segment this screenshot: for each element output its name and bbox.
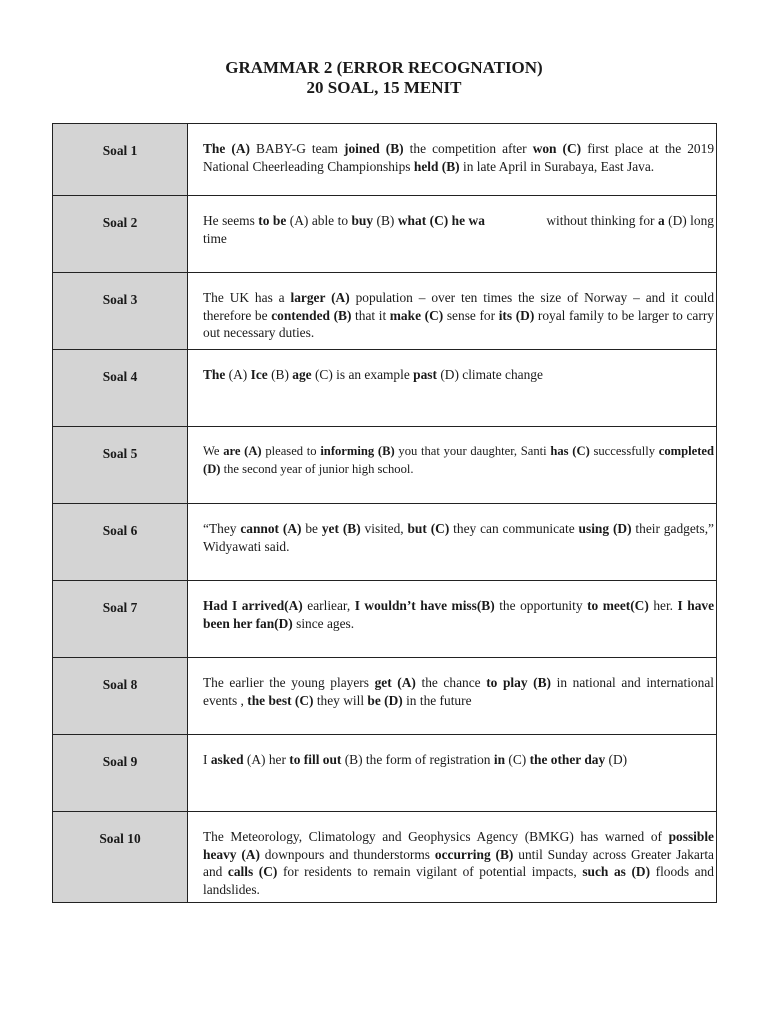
sentence-fragment: without thinking for bbox=[542, 213, 658, 228]
underlined-option: the best (C) bbox=[247, 692, 314, 708]
sentence-fragment: (A) her bbox=[243, 752, 290, 767]
sentence-fragment: (D) long time bbox=[203, 213, 714, 246]
question-text bbox=[188, 196, 717, 273]
underlined-option: (D) bbox=[612, 521, 632, 536]
sentence-fragment: (A) bbox=[225, 367, 251, 382]
sentence-fragment: (A) able to bbox=[286, 213, 352, 228]
question-number: Soal 4 bbox=[53, 350, 188, 427]
underlined-option: I have been her fan(D) bbox=[203, 598, 715, 631]
sentence-fragment: for residents to remain vigilant of potential impacts, bbox=[277, 864, 583, 879]
underlined-option: get (A) bbox=[374, 675, 416, 690]
question-text bbox=[188, 812, 717, 903]
sentence-fragment: their gadgets,” Widyawati said. bbox=[203, 521, 714, 554]
sentence-fragment: (C) is an example bbox=[311, 367, 414, 382]
sentence-fragment: (B) bbox=[267, 367, 293, 382]
sentence-fragment: sense for bbox=[443, 307, 499, 323]
sentence-fragment: We bbox=[203, 444, 224, 458]
underlined-option: possible heavy (A) bbox=[203, 829, 714, 862]
sentence-fragment: (D) bbox=[605, 752, 628, 767]
underlined-option: larger (A) bbox=[290, 290, 350, 305]
sentence-fragment: (C) bbox=[505, 752, 530, 767]
underlined-option: Ice bbox=[250, 367, 268, 382]
question-text bbox=[188, 427, 717, 504]
sentence-fragment: first place at the 2019 National Cheerleading Championships bbox=[203, 141, 715, 174]
sentence-fragment: royal family to be larger to carry out necessary duties. bbox=[203, 307, 714, 340]
title-line-1: GRAMMAR 2 (ERROR RECOGNATION) bbox=[225, 58, 543, 77]
underlined-option: to be bbox=[258, 213, 287, 228]
sentence-fragment: (D) climate change bbox=[436, 367, 543, 382]
sentence-fragment: the opportunity bbox=[494, 598, 588, 613]
sentence-fragment: The earlier the young players bbox=[203, 675, 375, 690]
underlined-option: asked bbox=[210, 752, 244, 767]
question-text bbox=[188, 124, 717, 196]
sentence-fragment: since ages. bbox=[292, 615, 355, 631]
underlined-option: calls (C) bbox=[227, 864, 278, 879]
underlined-option: contended (B) bbox=[271, 307, 352, 323]
question-text bbox=[188, 273, 717, 350]
sentence-fragment: (B) the form of registration bbox=[341, 752, 494, 767]
sentence-fragment: “They bbox=[203, 521, 241, 536]
title-line-2: 20 SOAL, 15 MENIT bbox=[306, 78, 462, 97]
underlined-option: the other day bbox=[529, 752, 606, 767]
questions-table-body bbox=[53, 124, 717, 903]
question-text bbox=[188, 350, 717, 427]
underlined-option: joined (B) bbox=[344, 141, 404, 156]
underlined-option: I wouldn’t have miss(B) bbox=[354, 598, 495, 613]
underlined-option: informing (B) bbox=[320, 444, 395, 458]
sentence-fragment: they can communicate bbox=[449, 521, 579, 536]
question-text bbox=[188, 581, 717, 658]
question-number: Soal 9 bbox=[53, 735, 188, 812]
sentence-fragment: The UK has a bbox=[203, 290, 291, 305]
sentence-fragment: the competition after bbox=[403, 141, 533, 156]
question-row bbox=[53, 350, 717, 427]
underlined-option: buy bbox=[351, 213, 374, 228]
underlined-option: held (B) bbox=[413, 158, 460, 174]
sentence-fragment: (B) bbox=[373, 213, 398, 228]
underlined-option: using bbox=[578, 521, 610, 536]
sentence-fragment: successfully bbox=[589, 444, 659, 458]
question-number: Soal 1 bbox=[53, 124, 188, 196]
underlined-option: but (C) bbox=[407, 521, 450, 536]
underlined-option: has (C) bbox=[550, 444, 590, 458]
underlined-option: yet (B) bbox=[321, 521, 361, 536]
underlined-option: age bbox=[292, 367, 312, 382]
question-row bbox=[53, 735, 717, 812]
underlined-option: The (A) bbox=[203, 141, 250, 156]
sentence-fragment: until Sunday across Greater Jakarta and bbox=[203, 846, 714, 879]
sentence-fragment: that it bbox=[351, 307, 390, 323]
underlined-option: are (A) bbox=[223, 444, 262, 458]
question-number: Soal 10 bbox=[53, 812, 188, 903]
sentence-fragment: earliear, bbox=[302, 598, 355, 613]
sentence-fragment: in national and international events , bbox=[203, 675, 714, 708]
sentence-fragment: downpours and thunderstorms bbox=[259, 846, 435, 862]
sentence-fragment: the second year of junior high school. bbox=[220, 461, 414, 476]
question-text bbox=[188, 504, 717, 581]
question-number: Soal 8 bbox=[53, 658, 188, 735]
sentence-fragment: you that your daughter, Santi bbox=[394, 444, 551, 458]
question-row bbox=[53, 658, 717, 735]
question-row bbox=[53, 196, 717, 273]
question-row bbox=[53, 273, 717, 350]
question-row bbox=[53, 581, 717, 658]
underlined-option: be (D) bbox=[367, 692, 403, 708]
question-row bbox=[53, 812, 717, 903]
page-title bbox=[0, 58, 768, 98]
underlined-option: cannot (A) bbox=[240, 521, 302, 536]
underlined-option: completed (D) bbox=[203, 444, 714, 476]
sentence-fragment: The Meteorology, Climatology and Geophysics Agency (BMKG) has warned of bbox=[203, 829, 669, 844]
question-text bbox=[188, 658, 717, 735]
question-number: Soal 3 bbox=[53, 273, 188, 350]
underlined-option: to meet(C) bbox=[587, 598, 649, 613]
question-row bbox=[53, 124, 717, 196]
underlined-option: a bbox=[657, 213, 665, 228]
sentence-fragment: I bbox=[203, 752, 211, 767]
question-number: Soal 7 bbox=[53, 581, 188, 658]
question-row bbox=[53, 504, 717, 581]
questions-table bbox=[52, 123, 717, 903]
sentence-fragment: in the future bbox=[402, 692, 472, 708]
underlined-option: occurring (B) bbox=[434, 846, 514, 862]
sentence-fragment: her. bbox=[648, 598, 678, 613]
underlined-option: past bbox=[413, 367, 437, 382]
question-number: Soal 5 bbox=[53, 427, 188, 504]
underlined-option: make (C) bbox=[389, 307, 444, 323]
sentence-fragment: they will bbox=[313, 692, 368, 708]
sentence-fragment: the chance bbox=[415, 675, 487, 690]
sentence-fragment: population – over ten times the size of Norway – and it could therefore be bbox=[203, 290, 715, 323]
underlined-option: Had I arrived(A) bbox=[203, 598, 303, 613]
sentence-fragment: visited, bbox=[360, 521, 408, 536]
underlined-option: The bbox=[203, 367, 226, 382]
question-text bbox=[188, 735, 717, 812]
underlined-option: its (D) bbox=[498, 307, 535, 323]
question-number: Soal 2 bbox=[53, 196, 188, 273]
underlined-option: to fill out bbox=[289, 752, 342, 767]
underlined-option: to play (B) bbox=[486, 675, 551, 690]
sentence-fragment: floods and landslides. bbox=[203, 864, 714, 897]
underlined-option: such as (D) bbox=[582, 864, 651, 879]
underlined-option: won (C) bbox=[532, 141, 582, 156]
question-row bbox=[53, 427, 717, 504]
underlined-option: what (C) he wa bbox=[397, 213, 485, 228]
sentence-fragment: BABY-G team bbox=[249, 141, 344, 156]
question-number: Soal 6 bbox=[53, 504, 188, 581]
sentence-fragment: be bbox=[301, 521, 322, 536]
sentence-fragment: in late April in Surabaya, East Java. bbox=[459, 158, 655, 174]
sentence-fragment: He seems bbox=[203, 213, 259, 228]
sentence-fragment: pleased to bbox=[261, 444, 321, 458]
underlined-option: in bbox=[493, 752, 506, 767]
